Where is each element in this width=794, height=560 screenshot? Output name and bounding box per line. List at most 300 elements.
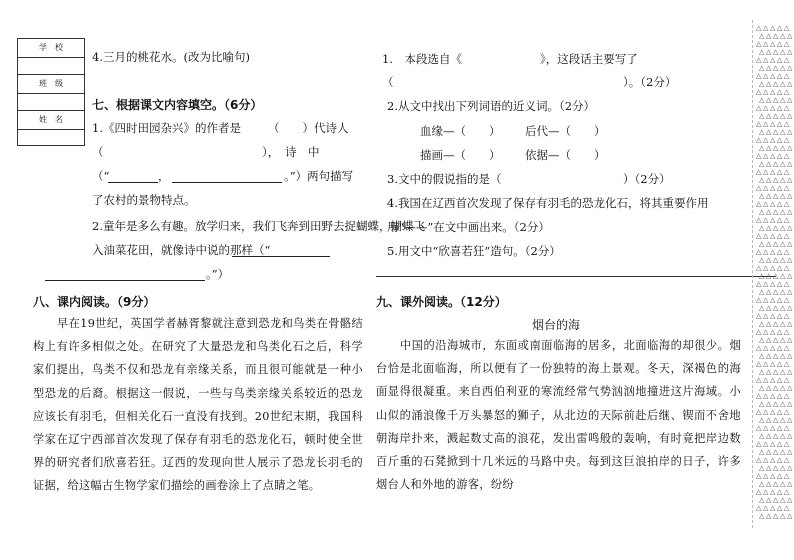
triangle-icon: △	[773, 192, 779, 200]
triangle-icon: △	[787, 80, 793, 88]
triangle-icon: △	[773, 112, 779, 120]
triangle-icon: △	[784, 232, 790, 240]
triangle-icon: △	[756, 88, 762, 96]
triangle-pattern	[756, 24, 794, 524]
triangle-icon: △	[763, 120, 769, 128]
triangle-icon: △	[763, 296, 769, 304]
triangle-icon: △	[777, 504, 783, 512]
triangle-icon: △	[784, 136, 790, 144]
triangle-icon: △	[777, 136, 783, 144]
triangle-icon: △	[777, 104, 783, 112]
triangle-icon: △	[770, 392, 776, 400]
triangle-icon: △	[780, 208, 786, 216]
triangle-icon: △	[777, 120, 783, 128]
triangle-icon: △	[759, 368, 765, 376]
triangle-icon: △	[763, 152, 769, 160]
triangle-icon: △	[787, 480, 793, 488]
triangle-icon: △	[777, 488, 783, 496]
triangle-icon: △	[763, 472, 769, 480]
triangle-icon: △	[756, 472, 762, 480]
triangle-icon: △	[787, 48, 793, 56]
triangle-icon: △	[773, 208, 779, 216]
triangle-icon: △	[766, 32, 772, 40]
triangle-icon: △	[787, 304, 793, 312]
triangle-icon: △	[787, 208, 793, 216]
triangle-icon: △	[770, 488, 776, 496]
r-q1-text-d: ）。（2分）	[623, 75, 677, 89]
triangle-icon: △	[766, 352, 772, 360]
triangle-icon: △	[773, 304, 779, 312]
triangle-icon: △	[763, 200, 769, 208]
triangle-icon: △	[756, 488, 762, 496]
triangle-icon: △	[763, 312, 769, 320]
triangle-icon: △	[777, 360, 783, 368]
triangle-icon: △	[773, 512, 779, 520]
triangle-icon: △	[763, 40, 769, 48]
triangle-icon: △	[780, 64, 786, 72]
triangle-icon: △	[756, 24, 762, 32]
triangle-icon: △	[780, 160, 786, 168]
triangle-icon: △	[756, 56, 762, 64]
triangle-icon: △	[777, 456, 783, 464]
triangle-icon: △	[784, 296, 790, 304]
triangle-icon: △	[773, 224, 779, 232]
triangle-icon: △	[773, 160, 779, 168]
triangle-icon: △	[759, 448, 765, 456]
story-passage: 中国的沿海城市，东面或南面临海的居多，北面临海的却很少。烟台恰是北面临海，所以便有了一份独特的海上景观。冬天，深褐色的海面显得很凝重。来自西伯利亚的寒流经常气势汹汹地撞进这片海域。小山似的涌浪像千万头暴怒的狮子，从北边的天际前赴后继、锲而不舍地朝海岸扑来，溅起数丈高的浪花，发出雷鸣般的轰响，有时竟把岸边数百斤重的石凳掀到十几米远的马路中央。每到这巨浪拍岸的日子，许多烟台人和外地的游客，纷纷	[376, 339, 741, 492]
student-info-table	[17, 38, 85, 146]
triangle-icon: △	[756, 296, 762, 304]
triangle-icon: △	[780, 416, 786, 424]
r-q4-text-b: 用“——”在文中画出来。（2分）	[387, 220, 550, 234]
triangle-icon: △	[787, 384, 793, 392]
triangle-icon: △	[780, 128, 786, 136]
triangle-icon: △	[773, 240, 779, 248]
triangle-icon: △	[780, 480, 786, 488]
triangle-icon: △	[770, 472, 776, 480]
triangle-icon: △	[756, 120, 762, 128]
triangle-icon: △	[780, 96, 786, 104]
triangle-icon: △	[784, 24, 790, 32]
triangle-icon: △	[784, 216, 790, 224]
triangle-icon: △	[759, 304, 765, 312]
triangle-icon: △	[756, 40, 762, 48]
triangle-icon: △	[766, 112, 772, 120]
triangle-icon: △	[777, 376, 783, 384]
s7-q1-text-c: （	[92, 145, 104, 159]
section-divider	[376, 276, 776, 277]
triangle-icon: △	[763, 248, 769, 256]
triangle-icon: △	[780, 336, 786, 344]
triangle-icon: △	[756, 328, 762, 336]
triangle-icon: △	[756, 152, 762, 160]
triangle-icon: △	[770, 152, 776, 160]
triangle-icon: △	[780, 384, 786, 392]
triangle-icon: △	[766, 336, 772, 344]
triangle-icon: △	[780, 288, 786, 296]
triangle-icon: △	[756, 424, 762, 432]
r-q1-text-a: 1. 本段选自《	[382, 52, 462, 66]
triangle-icon: △	[756, 168, 762, 176]
triangle-icon: △	[780, 368, 786, 376]
triangle-icon: △	[770, 376, 776, 384]
triangle-icon: △	[766, 240, 772, 248]
triangle-icon: △	[756, 104, 762, 112]
triangle-icon: △	[766, 480, 772, 488]
triangle-icon: △	[780, 32, 786, 40]
triangle-icon: △	[766, 208, 772, 216]
triangle-icon: △	[784, 328, 790, 336]
triangle-icon: △	[770, 24, 776, 32]
triangle-icon: △	[780, 80, 786, 88]
triangle-icon: △	[784, 392, 790, 400]
triangle-icon: △	[773, 496, 779, 504]
triangle-icon: △	[773, 272, 779, 280]
reading-passage: 早在19世纪，英国学者赫胥黎就注意到恐龙和鸟类在骨骼结构上有许多相似之处。在研究了大量恐龙和鸟类化石之后，科学家们提出，鸟类不仅和恐龙有亲缘关系，而且很可能就是一种小型恐龙的后裔。根据这一假说，一些与鸟类亲缘关系较近的恐龙应该长有羽毛，但相关化石一直没有找到。20世纪末期，我国科学家在辽宁西部首次发现了保存有羽毛的恐龙化石，顿时使全世界的研究者们欣喜若狂。辽西的发现向世人展示了恐龙长羽毛的证据，给这幅古生物学家们描绘的画卷涂上了点睛之笔。	[33, 317, 363, 493]
triangle-icon: △	[777, 392, 783, 400]
blank-line[interactable]	[108, 182, 158, 183]
triangle-icon: △	[766, 448, 772, 456]
s7-q2-text-c: 。”）	[206, 267, 230, 281]
triangle-icon: △	[773, 288, 779, 296]
r-q3-text-a: 3.文中的假说指的是（	[387, 172, 502, 186]
triangle-icon: △	[784, 184, 790, 192]
s7-q1-text-g: 。”）两句描写	[284, 169, 354, 183]
triangle-icon: △	[766, 304, 772, 312]
triangle-icon: △	[759, 400, 765, 408]
triangle-icon: △	[759, 96, 765, 104]
triangle-icon: △	[770, 424, 776, 432]
triangle-icon: △	[763, 216, 769, 224]
triangle-icon: △	[784, 200, 790, 208]
story-title: 烟台的海	[532, 318, 581, 332]
s7-q1-text-a: 1.《四时田园杂兴》的作者是	[92, 121, 241, 135]
triangle-icon: △	[787, 128, 793, 136]
triangle-icon: △	[756, 248, 762, 256]
triangle-icon: △	[759, 384, 765, 392]
triangle-icon: △	[763, 136, 769, 144]
triangle-icon: △	[759, 80, 765, 88]
triangle-icon: △	[784, 408, 790, 416]
triangle-icon: △	[777, 56, 783, 64]
triangle-icon: △	[773, 144, 779, 152]
triangle-icon: △	[759, 496, 765, 504]
triangle-icon: △	[756, 392, 762, 400]
triangle-icon: △	[787, 336, 793, 344]
triangle-icon: △	[777, 408, 783, 416]
r-q2-text: 2.从文中找出下列词语的近义词。（2分）	[387, 99, 596, 113]
triangle-icon: △	[787, 416, 793, 424]
triangle-icon: △	[770, 184, 776, 192]
triangle-icon: △	[777, 152, 783, 160]
word-1: 血缘—（ ）	[420, 124, 501, 138]
triangle-icon: △	[773, 64, 779, 72]
r-q1-text-b: 》，这段话主要写了	[540, 52, 638, 66]
s7-q1-text-b: （ ）代诗人	[268, 121, 349, 135]
triangle-icon: △	[777, 424, 783, 432]
triangle-icon: △	[756, 184, 762, 192]
triangle-icon: △	[766, 96, 772, 104]
triangle-icon: △	[763, 376, 769, 384]
triangle-icon: △	[770, 312, 776, 320]
triangle-icon: △	[759, 480, 765, 488]
triangle-icon: △	[766, 192, 772, 200]
word-4: 依据—（ ）	[525, 148, 606, 162]
binding-line	[752, 20, 753, 528]
blank-line[interactable]	[172, 182, 282, 183]
triangle-icon: △	[759, 288, 765, 296]
triangle-icon: △	[773, 432, 779, 440]
triangle-icon: △	[784, 168, 790, 176]
triangle-icon: △	[773, 384, 779, 392]
triangle-icon: △	[773, 128, 779, 136]
triangle-icon: △	[759, 432, 765, 440]
triangle-icon: △	[766, 160, 772, 168]
s7-q1-text-e: （“	[92, 169, 110, 183]
s7-q1-text-d: ）， 诗 中	[262, 145, 320, 159]
blank-line[interactable]	[45, 280, 205, 281]
triangle-icon: △	[766, 64, 772, 72]
triangle-icon: △	[787, 272, 793, 280]
triangle-icon: △	[784, 344, 790, 352]
triangle-icon: △	[770, 280, 776, 288]
triangle-icon: △	[759, 48, 765, 56]
triangle-icon: △	[777, 88, 783, 96]
s7-q2-text-a: 2.童年是多么有趣。放学归来，我们飞奔到田野去捉蝴蝶，蝴蝶飞	[92, 219, 425, 233]
triangle-icon: △	[780, 448, 786, 456]
triangle-icon: △	[784, 280, 790, 288]
triangle-icon: △	[756, 408, 762, 416]
triangle-icon: △	[759, 176, 765, 184]
blank-line[interactable]	[232, 256, 330, 257]
triangle-icon: △	[766, 432, 772, 440]
triangle-icon: △	[770, 56, 776, 64]
triangle-icon: △	[773, 336, 779, 344]
triangle-icon: △	[759, 352, 765, 360]
triangle-icon: △	[763, 88, 769, 96]
triangle-icon: △	[763, 280, 769, 288]
triangle-icon: △	[770, 232, 776, 240]
triangle-icon: △	[777, 72, 783, 80]
triangle-icon: △	[780, 192, 786, 200]
triangle-icon: △	[763, 56, 769, 64]
triangle-icon: △	[780, 496, 786, 504]
triangle-icon: △	[766, 400, 772, 408]
triangle-icon: △	[777, 24, 783, 32]
triangle-icon: △	[780, 240, 786, 248]
triangle-icon: △	[780, 272, 786, 280]
triangle-icon: △	[784, 104, 790, 112]
triangle-icon: △	[780, 144, 786, 152]
triangle-icon: △	[756, 216, 762, 224]
triangle-icon: △	[766, 224, 772, 232]
triangle-icon: △	[766, 176, 772, 184]
triangle-icon: △	[780, 224, 786, 232]
s7-q1-text-f: ，	[158, 169, 170, 183]
triangle-icon: △	[787, 256, 793, 264]
triangle-icon: △	[773, 80, 779, 88]
triangle-icon: △	[766, 368, 772, 376]
word-2: 后代—（ ）	[525, 124, 606, 138]
triangle-icon: △	[763, 440, 769, 448]
triangle-icon: △	[766, 416, 772, 424]
triangle-icon: △	[766, 496, 772, 504]
triangle-icon: △	[780, 256, 786, 264]
triangle-icon: △	[780, 432, 786, 440]
triangle-icon: △	[777, 168, 783, 176]
triangle-icon: △	[787, 352, 793, 360]
triangle-icon: △	[787, 432, 793, 440]
triangle-icon: △	[766, 512, 772, 520]
triangle-icon: △	[770, 40, 776, 48]
triangle-icon: △	[756, 264, 762, 272]
triangle-icon: △	[787, 448, 793, 456]
triangle-icon: △	[770, 360, 776, 368]
triangle-icon: △	[756, 72, 762, 80]
triangle-icon: △	[756, 456, 762, 464]
triangle-icon: △	[770, 264, 776, 272]
school-label: 学 校	[39, 43, 63, 52]
triangle-icon: △	[763, 184, 769, 192]
triangle-icon: △	[784, 248, 790, 256]
triangle-icon: △	[759, 144, 765, 152]
triangle-icon: △	[784, 504, 790, 512]
name-label: 姓 名	[39, 115, 63, 124]
triangle-icon: △	[763, 72, 769, 80]
triangle-icon: △	[773, 352, 779, 360]
triangle-icon: △	[759, 416, 765, 424]
triangle-icon: △	[759, 320, 765, 328]
triangle-icon: △	[784, 376, 790, 384]
triangle-icon: △	[784, 440, 790, 448]
triangle-icon: △	[756, 312, 762, 320]
triangle-icon: △	[763, 360, 769, 368]
triangle-icon: △	[770, 248, 776, 256]
triangle-icon: △	[756, 440, 762, 448]
triangle-icon: △	[770, 328, 776, 336]
triangle-icon: △	[784, 312, 790, 320]
r-q3-text-b: ）（2分）	[623, 172, 671, 186]
triangle-icon: △	[787, 368, 793, 376]
triangle-icon: △	[784, 56, 790, 64]
triangle-icon: △	[759, 64, 765, 72]
triangle-icon: △	[770, 200, 776, 208]
triangle-icon: △	[763, 344, 769, 352]
triangle-icon: △	[770, 168, 776, 176]
triangle-icon: △	[780, 112, 786, 120]
triangle-icon: △	[763, 328, 769, 336]
triangle-icon: △	[773, 448, 779, 456]
section-8-title: 八、课内阅读。（9分）	[33, 295, 156, 309]
triangle-icon: △	[784, 360, 790, 368]
triangle-icon: △	[763, 168, 769, 176]
triangle-icon: △	[766, 464, 772, 472]
triangle-icon: △	[759, 192, 765, 200]
triangle-icon: △	[770, 72, 776, 80]
triangle-icon: △	[773, 320, 779, 328]
triangle-icon: △	[787, 496, 793, 504]
triangle-icon: △	[766, 384, 772, 392]
triangle-icon: △	[759, 464, 765, 472]
triangle-icon: △	[759, 208, 765, 216]
triangle-icon: △	[777, 328, 783, 336]
triangle-icon: △	[770, 104, 776, 112]
triangle-icon: △	[756, 136, 762, 144]
triangle-icon: △	[784, 472, 790, 480]
triangle-icon: △	[777, 440, 783, 448]
triangle-icon: △	[759, 32, 765, 40]
triangle-icon: △	[777, 248, 783, 256]
triangle-icon: △	[773, 480, 779, 488]
r-q1-text-c: （	[382, 75, 394, 89]
triangle-icon: △	[787, 400, 793, 408]
r-q5-text: 5.用文中“欣喜若狂”造句。（2分）	[387, 244, 561, 258]
triangle-icon: △	[777, 296, 783, 304]
section-9-title: 九、课外阅读。（12分）	[376, 295, 507, 309]
triangle-icon: △	[773, 464, 779, 472]
triangle-icon: △	[787, 112, 793, 120]
triangle-icon: △	[763, 24, 769, 32]
triangle-icon: △	[780, 48, 786, 56]
triangle-icon: △	[787, 224, 793, 232]
triangle-icon: △	[777, 200, 783, 208]
triangle-icon: △	[756, 376, 762, 384]
triangle-icon: △	[763, 264, 769, 272]
triangle-icon: △	[770, 456, 776, 464]
triangle-icon: △	[763, 488, 769, 496]
triangle-icon: △	[770, 504, 776, 512]
triangle-icon: △	[770, 296, 776, 304]
triangle-icon: △	[759, 512, 765, 520]
triangle-icon: △	[784, 264, 790, 272]
triangle-icon: △	[780, 304, 786, 312]
triangle-icon: △	[763, 104, 769, 112]
triangle-icon: △	[766, 80, 772, 88]
triangle-icon: △	[766, 272, 772, 280]
triangle-icon: △	[784, 120, 790, 128]
triangle-icon: △	[766, 144, 772, 152]
triangle-icon: △	[763, 424, 769, 432]
triangle-icon: △	[773, 256, 779, 264]
triangle-icon: △	[780, 176, 786, 184]
triangle-icon: △	[759, 112, 765, 120]
s7-q1-text-h: 了农村的景物特点。	[92, 193, 196, 207]
triangle-icon: △	[787, 160, 793, 168]
triangle-icon: △	[777, 472, 783, 480]
triangle-icon: △	[766, 256, 772, 264]
triangle-icon: △	[756, 280, 762, 288]
s7-q2-text-b: 入油菜花田，就像诗中说的那样（“	[92, 243, 271, 257]
r-q4-text-a: 4.我国在辽西首次发现了保存有羽毛的恐龙化石，将其重要作用	[387, 196, 709, 210]
triangle-icon: △	[784, 72, 790, 80]
triangle-icon: △	[784, 40, 790, 48]
triangle-icon: △	[766, 128, 772, 136]
triangle-icon: △	[773, 400, 779, 408]
question-4: 4.三月的桃花水。(改为比喻句)	[92, 50, 250, 64]
triangle-icon: △	[784, 88, 790, 96]
triangle-icon: △	[770, 344, 776, 352]
triangle-icon: △	[756, 360, 762, 368]
triangle-icon: △	[766, 288, 772, 296]
triangle-icon: △	[787, 464, 793, 472]
triangle-icon: △	[759, 240, 765, 248]
triangle-icon: △	[777, 312, 783, 320]
triangle-icon: △	[777, 344, 783, 352]
triangle-icon: △	[766, 48, 772, 56]
triangle-icon: △	[773, 416, 779, 424]
triangle-icon: △	[759, 336, 765, 344]
triangle-icon: △	[787, 288, 793, 296]
